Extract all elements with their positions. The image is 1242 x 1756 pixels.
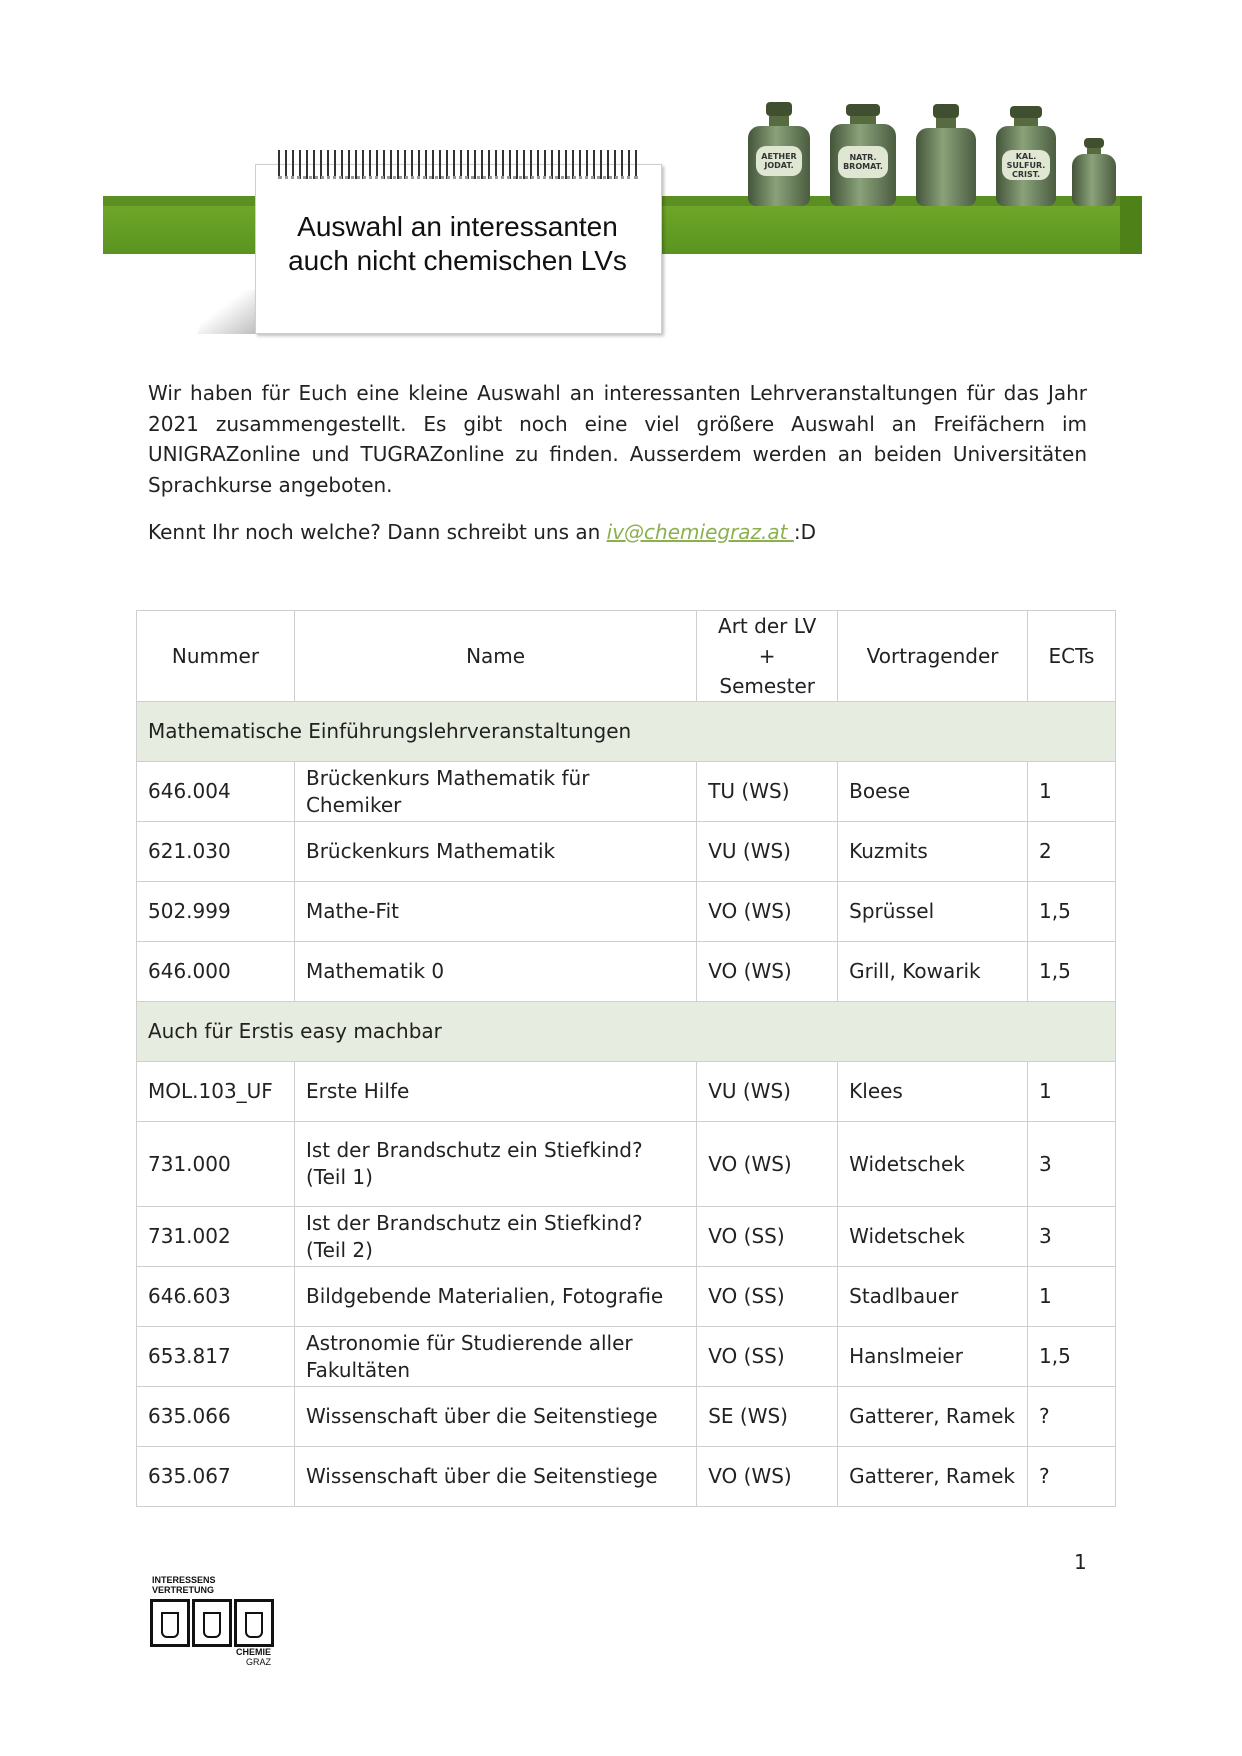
table-row bbox=[137, 1207, 1116, 1267]
cell-ects: 1,5 bbox=[1028, 1327, 1116, 1387]
cell-nummer: MOL.103_UF bbox=[137, 1062, 295, 1122]
cell-art: VU (WS) bbox=[697, 1062, 838, 1122]
header-ects: ECTs bbox=[1028, 611, 1116, 702]
cell-art: VO (WS) bbox=[697, 1447, 838, 1507]
table-row bbox=[137, 1062, 1116, 1122]
cell-art: VO (WS) bbox=[697, 1122, 838, 1207]
header-vortragender: Vortragender bbox=[838, 611, 1028, 702]
logo-top-line1: INTERESSENS bbox=[152, 1575, 216, 1585]
cell-ects: 1,5 bbox=[1028, 882, 1116, 942]
cell-ects: ? bbox=[1028, 1447, 1116, 1507]
cell-ects: 1 bbox=[1028, 1267, 1116, 1327]
table-row bbox=[137, 882, 1116, 942]
table-row bbox=[137, 1327, 1116, 1387]
table-row bbox=[137, 1122, 1116, 1207]
cell-name: Ist der Brandschutz ein Stiefkind? (Teil 1) bbox=[294, 1122, 696, 1207]
cell-nummer: 646.603 bbox=[137, 1267, 295, 1327]
cell-name: Astronomie für Studierende aller Fakultäten bbox=[294, 1327, 696, 1387]
section-row bbox=[137, 1002, 1116, 1062]
cell-ects: 1,5 bbox=[1028, 942, 1116, 1002]
table-row bbox=[137, 942, 1116, 1002]
logo-bottom-text bbox=[236, 1647, 271, 1667]
page-title-line2: auch nicht chemischen LVs bbox=[288, 245, 627, 276]
cell-name: Brückenkurs Mathematik bbox=[294, 822, 696, 882]
jar-label-1: AETHER JODAT. bbox=[756, 146, 802, 176]
table-row bbox=[137, 762, 1116, 822]
jar-label-4: KAL. SULFUR. CRIST. bbox=[1002, 150, 1050, 180]
cell-nummer: 635.066 bbox=[137, 1387, 295, 1447]
chemical-jar-4 bbox=[996, 106, 1056, 206]
cell-art: VO (SS) bbox=[697, 1267, 838, 1327]
cell-ects: 3 bbox=[1028, 1207, 1116, 1267]
cell-vortragender: Grill, Kowarik bbox=[838, 942, 1028, 1002]
header-art-line2: Semester bbox=[719, 674, 815, 698]
contact-line bbox=[148, 517, 1087, 547]
cell-name: Ist der Brandschutz ein Stiefkind? (Teil 2) bbox=[294, 1207, 696, 1267]
contact-prefix: Kennt Ihr noch welche? Dann schreibt uns an bbox=[148, 520, 607, 544]
cell-nummer: 635.067 bbox=[137, 1447, 295, 1507]
cell-art: VO (SS) bbox=[697, 1327, 838, 1387]
cell-nummer: 646.004 bbox=[137, 762, 295, 822]
iv-chemie-logo bbox=[150, 1575, 280, 1667]
cell-vortragender: Widetschek bbox=[838, 1207, 1028, 1267]
table-row bbox=[137, 1387, 1116, 1447]
cell-name: Brückenkurs Mathematik für Chemiker bbox=[294, 762, 696, 822]
chemical-jar-1 bbox=[748, 102, 810, 206]
cell-nummer: 621.030 bbox=[137, 822, 295, 882]
table-row bbox=[137, 1267, 1116, 1327]
table-header-row bbox=[137, 611, 1116, 702]
chemical-jar-3 bbox=[916, 104, 976, 206]
beaker-icon bbox=[150, 1599, 190, 1647]
page-title bbox=[255, 210, 660, 278]
cell-vortragender: Hanslmeier bbox=[838, 1327, 1028, 1387]
table-row bbox=[137, 822, 1116, 882]
cell-name: Wissenschaft über die Seitenstiege bbox=[294, 1387, 696, 1447]
cell-nummer: 502.999 bbox=[137, 882, 295, 942]
cell-vortragender: Widetschek bbox=[838, 1122, 1028, 1207]
cell-vortragender: Klees bbox=[838, 1062, 1028, 1122]
logo-top-line2: VERTRETUNG bbox=[152, 1585, 215, 1595]
erlenmeyer-icon bbox=[234, 1599, 274, 1647]
cell-ects: 1 bbox=[1028, 1062, 1116, 1122]
courses-table bbox=[136, 610, 1116, 1507]
cell-art: VO (WS) bbox=[697, 882, 838, 942]
logo-top-text bbox=[152, 1575, 216, 1595]
table-row bbox=[137, 1447, 1116, 1507]
cell-ects: 3 bbox=[1028, 1122, 1116, 1207]
cell-nummer: 646.000 bbox=[137, 942, 295, 1002]
cell-ects: 2 bbox=[1028, 822, 1116, 882]
cell-vortragender: Gatterer, Ramek bbox=[838, 1447, 1028, 1507]
cell-nummer: 731.002 bbox=[137, 1207, 295, 1267]
section-label: Auch für Erstis easy machbar bbox=[137, 1002, 1116, 1062]
cell-nummer: 731.000 bbox=[137, 1122, 295, 1207]
header-art bbox=[697, 611, 838, 702]
jar-label-2: NATR. BROMAT. bbox=[838, 146, 888, 178]
cell-vortragender: Sprüssel bbox=[838, 882, 1028, 942]
header-nummer: Nummer bbox=[137, 611, 295, 702]
shelf-end bbox=[1120, 196, 1142, 254]
cell-nummer: 653.817 bbox=[137, 1327, 295, 1387]
cell-name: Mathe-Fit bbox=[294, 882, 696, 942]
logo-bottom-line1: CHEMIE bbox=[236, 1647, 272, 1657]
chemical-jar-2 bbox=[830, 104, 896, 206]
header-name: Name bbox=[294, 611, 696, 702]
cell-name: Bildgebende Materialien, Fotografie bbox=[294, 1267, 696, 1327]
cell-art: TU (WS) bbox=[697, 762, 838, 822]
flask-icon bbox=[192, 1599, 232, 1647]
chemical-jar-5 bbox=[1072, 138, 1116, 206]
page-number: 1 bbox=[1074, 1550, 1087, 1574]
cell-vortragender: Kuzmits bbox=[838, 822, 1028, 882]
cell-art: SE (WS) bbox=[697, 1387, 838, 1447]
intro-paragraph: Wir haben für Euch eine kleine Auswahl an interessanten Lehrveranstaltungen für das Jahr 2021 zusammengestellt. Es gibt noch eine viel größere Auswahl an Freifächern im UNIGRAZonline und TUGRAZonline zu finden. Ausserdem werden an beiden Universitäten Sprachkurse angeboten. bbox=[148, 381, 1087, 497]
cell-name: Erste Hilfe bbox=[294, 1062, 696, 1122]
cell-name: Mathematik 0 bbox=[294, 942, 696, 1002]
logo-bottom-line2: GRAZ bbox=[246, 1657, 272, 1667]
notepad-spiral bbox=[278, 150, 638, 179]
cell-vortragender: Boese bbox=[838, 762, 1028, 822]
contact-email-link[interactable]: iv@chemiegraz.at bbox=[606, 520, 794, 544]
cell-art: VU (WS) bbox=[697, 822, 838, 882]
cell-art: VO (SS) bbox=[697, 1207, 838, 1267]
cell-art: VO (WS) bbox=[697, 942, 838, 1002]
cell-ects: 1 bbox=[1028, 762, 1116, 822]
page-title-line1: Auswahl an interessanten bbox=[297, 211, 618, 242]
header-art-line1: Art der LV + bbox=[718, 614, 817, 668]
contact-suffix: :D bbox=[793, 520, 816, 544]
cell-vortragender: Gatterer, Ramek bbox=[838, 1387, 1028, 1447]
section-row bbox=[137, 702, 1116, 762]
cell-ects: ? bbox=[1028, 1387, 1116, 1447]
cell-name: Wissenschaft über die Seitenstiege bbox=[294, 1447, 696, 1507]
cell-vortragender: Stadlbauer bbox=[838, 1267, 1028, 1327]
section-label: Mathematische Einführungslehrveranstaltungen bbox=[137, 702, 1116, 762]
